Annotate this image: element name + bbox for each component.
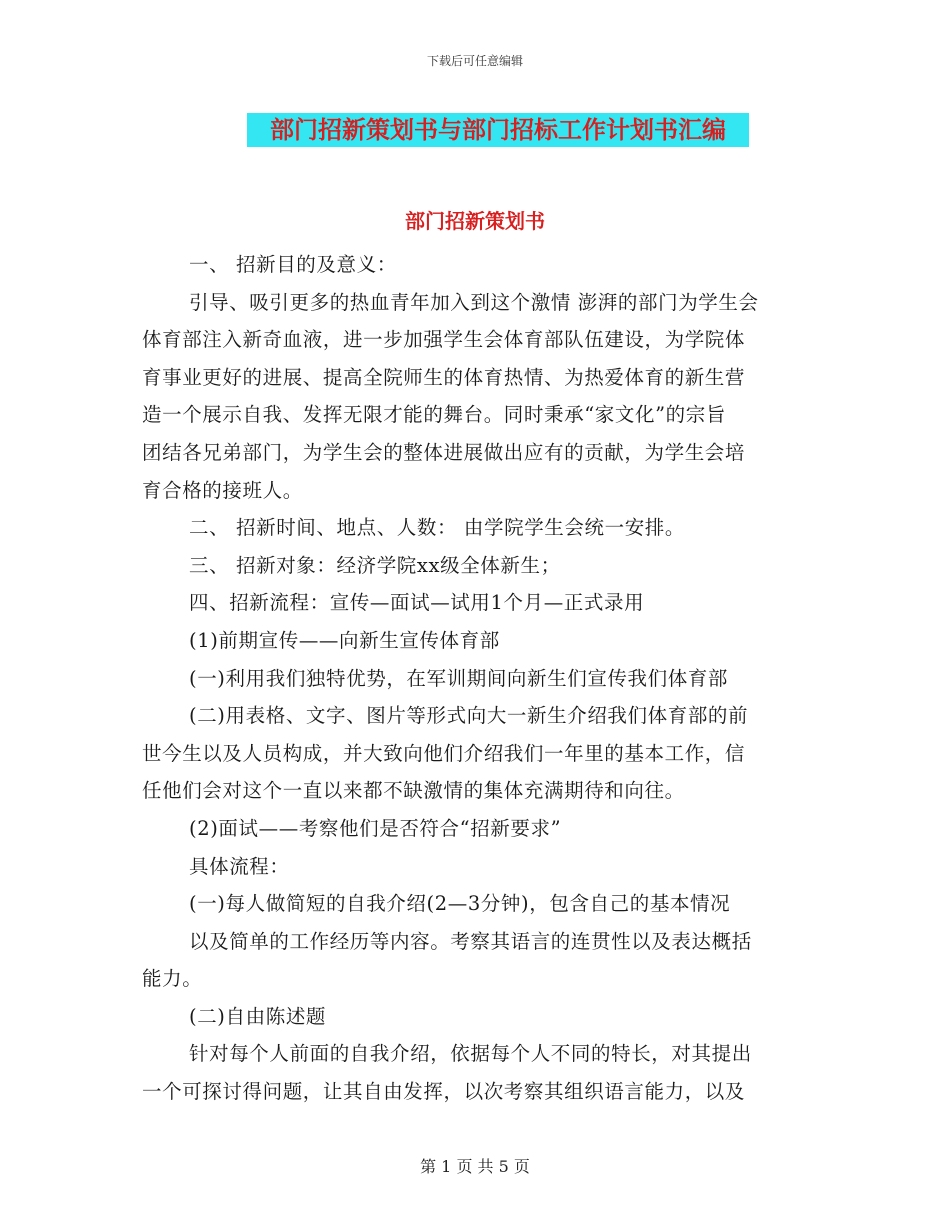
text-line: 能力。 xyxy=(142,967,203,991)
text-line: (1)前期宣传——向新生宣传体育部 xyxy=(189,628,500,652)
text-line: 一个可探讨得问题，让其自由发挥，以次考察其组织语言能力，以及 xyxy=(142,1080,746,1104)
page-footer: 第 1 页 共 5 页 xyxy=(420,1157,530,1176)
text-line: 造一个展示自我、发挥无限才能的舞台。同时秉承“家文化”的宗旨 xyxy=(142,403,726,427)
text-line: 任他们会对这个一直以来都不缺激情的集体充满期待和向往。 xyxy=(142,779,685,803)
text-line: (一)每人做简短的自我介绍(2—3分钟)，包含自己的基本情况 xyxy=(189,892,731,916)
text-line: 以及简单的工作经历等内容。考察其语言的连贯性以及表达概括 xyxy=(189,929,752,953)
text-line: 二、 招新时间、地点、人数： 由学院学生会统一安排。 xyxy=(189,516,685,540)
text-line: 具体流程： xyxy=(189,854,290,878)
text-line: 团结各兄弟部门，为学生会的整体进展做出应有的贡献，为学生会培 xyxy=(142,440,746,464)
text-line: 针对每个人前面的自我介绍，依据每个人不同的特长，对其提出 xyxy=(189,1042,752,1066)
text-line: (一)利用我们独特优势，在军训期间向新生们宣传我们体育部 xyxy=(189,666,729,690)
text-line: 育事业更好的进展、提高全院师生的体育热情、为热爱体育的新生营 xyxy=(142,365,746,389)
text-line: 一、 招新目的及意义： xyxy=(189,253,397,276)
text-line: 四、招新流程：宣传—面试—试用1个月—正式录用 xyxy=(189,591,645,615)
text-line: 三、 招新对象：经济学院xx级全体新生； xyxy=(189,553,561,577)
text-line: (2)面试——考察他们是否符合“招新要求” xyxy=(189,816,562,840)
body-text xyxy=(142,246,810,1111)
main-title: 部门招新策划书与部门招标工作计划书汇编 xyxy=(247,113,749,147)
text-line: (二)用表格、文字、图片等形式向大一新生介绍我们体育部的前 xyxy=(189,704,749,728)
header-note: 下载后可任意编辑 xyxy=(426,54,523,68)
section-title: 部门招新策划书 xyxy=(405,209,545,233)
text-line: 世今生以及人员构成，并大致向他们介绍我们一年里的基本工作，信 xyxy=(142,741,746,765)
text-line: 育合格的接班人。 xyxy=(142,478,303,502)
text-line: (二)自由陈述题 xyxy=(189,1004,327,1028)
text-line: 体育部注入新奇血液，进一步加强学生会体育部队伍建设，为学院体 xyxy=(142,328,746,352)
text-line: 引导、吸引更多的热血青年加入到这个激情 澎湃的部门为学生会 xyxy=(189,290,759,314)
